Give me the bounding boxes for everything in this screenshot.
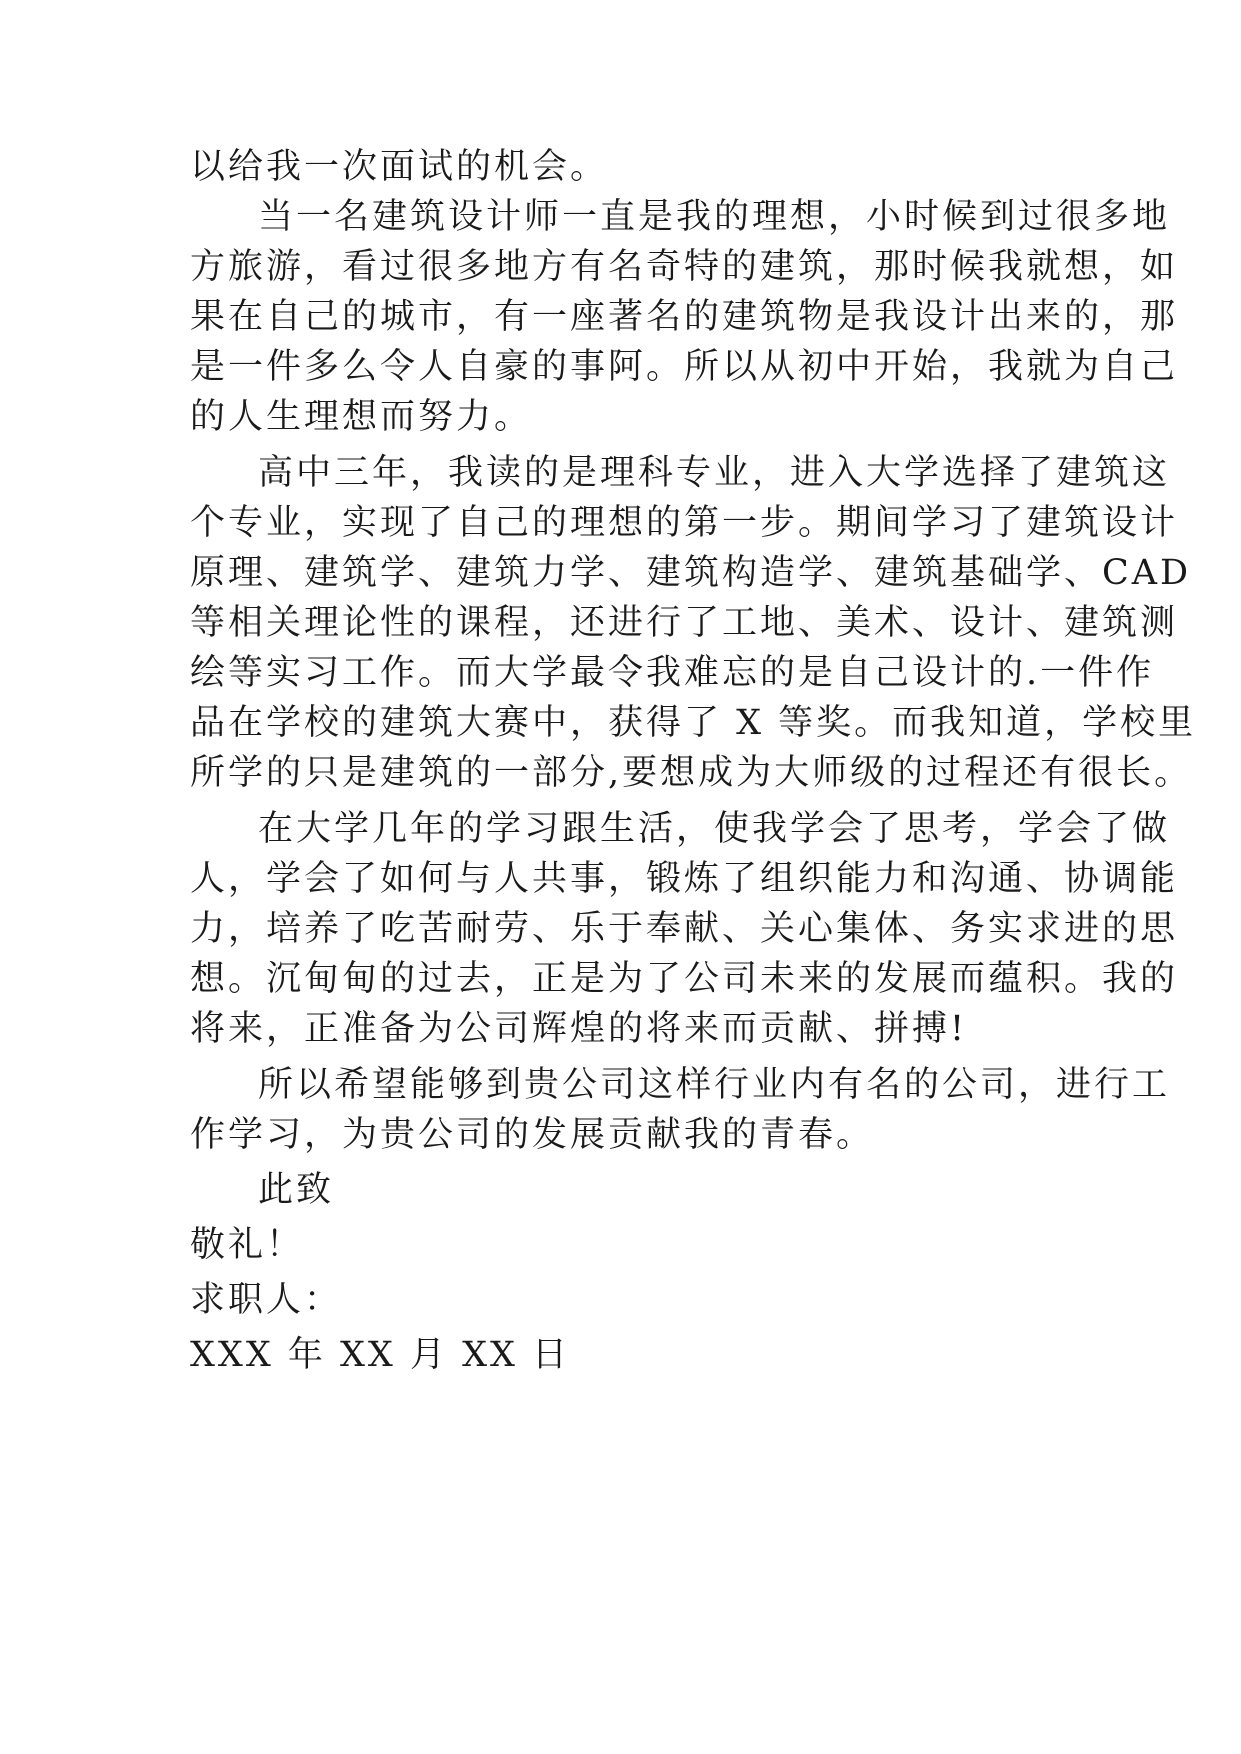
paragraph-line: 当一名建筑设计师一直是我的理想，小时候到过很多地 [258,197,1171,237]
paragraph-line: 作学习，为贵公司的发展贡献我的青春。 [190,1115,875,1155]
paragraph-line: 等相关理论性的课程，还进行了工地、美术、设计、建筑测 [190,603,1179,643]
paragraph-line: 以给我一次面试的机会。 [190,147,609,187]
applicant-line: 求职人： [190,1280,343,1320]
paragraph-line: 人，学会了如何与人共事，锻炼了组织能力和沟通、协调能 [190,859,1179,899]
paragraph-line: 绘等实习工作。而大学最令我难忘的是自己设计的.一件作 [190,653,1155,693]
paragraph-line: 是一件多么令人自豪的事阿。所以从初中开始，我就为自己 [190,347,1179,387]
paragraph-line: 所学的只是建筑的一部分,要想成为大师级的过程还有很长。 [190,753,1193,793]
closing-line: 此致 [258,1170,335,1210]
salutation-line: 敬礼！ [190,1225,305,1265]
paragraph-line: 方旅游，看过很多地方有名奇特的建筑，那时候我就想，如 [190,247,1179,287]
paragraph-line: 原理、建筑学、建筑力学、建筑构造学、建筑基础学、CAD [190,553,1192,593]
paragraph-line: 力，培养了吃苦耐劳、乐于奉献、关心集体、务实求进的思 [190,909,1179,949]
paragraph-line: 个专业，实现了自己的理想的第一步。期间学习了建筑设计 [190,503,1179,543]
paragraph-line: 果在自己的城市，有一座著名的建筑物是我设计出来的，那 [190,297,1179,337]
paragraph-line: 所以希望能够到贵公司这样行业内有名的公司，进行工 [258,1065,1171,1105]
paragraph-line: 将来，正准备为公司辉煌的将来而贡献、拼搏! [190,1009,968,1049]
paragraph-line: 品在学校的建筑大赛中，获得了 X 等奖。而我知道，学校里 [190,703,1197,743]
paragraph-line: 想。沉甸甸的过去，正是为了公司未来的发展而蕴积。我的 [190,959,1179,999]
paragraph-line: 的人生理想而努力。 [190,397,533,437]
paragraph-line: 高中三年，我读的是理科专业，进入大学选择了建筑这 [258,453,1171,493]
date-line: XXX 年 XX 月 XX 日 [190,1335,571,1375]
paragraph-line: 在大学几年的学习跟生活，使我学会了思考，学会了做 [258,809,1171,849]
